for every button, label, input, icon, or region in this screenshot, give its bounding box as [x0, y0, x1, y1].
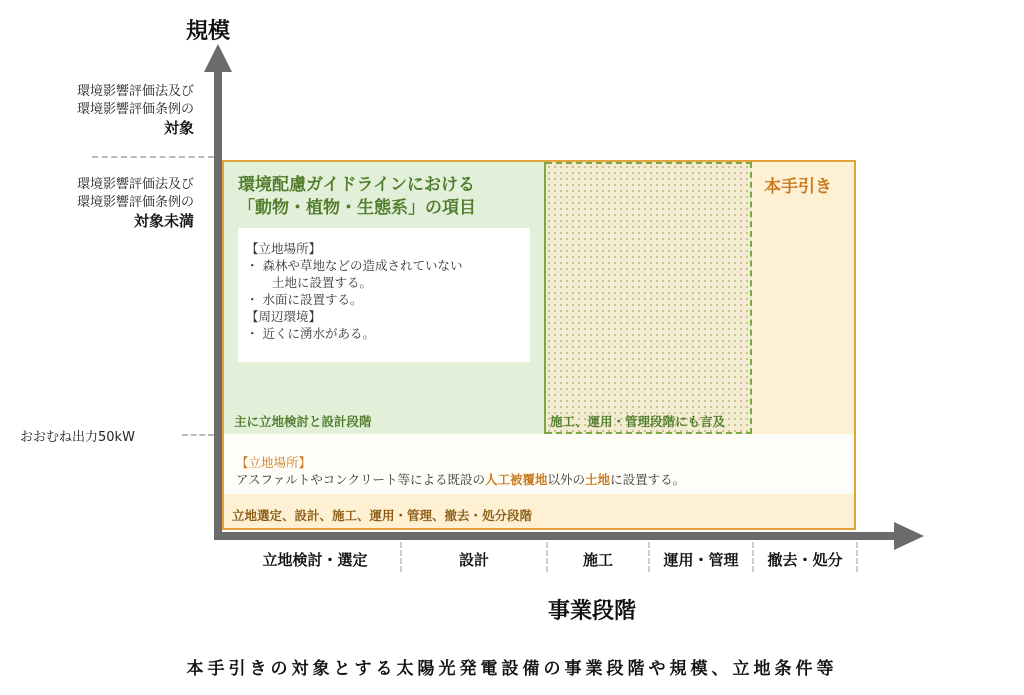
- stage-design: 設計: [458, 551, 489, 569]
- y-label-lower-line2: 環境影響評価条例の: [76, 195, 194, 210]
- stage-divider: [856, 542, 858, 572]
- list-item-cont: 土地に設置する。: [272, 275, 373, 290]
- strip-mid: 以外の: [547, 472, 586, 487]
- x-axis-arrow-icon: [894, 522, 924, 550]
- guideline-footer: 主に立地検討と設計段階: [234, 414, 372, 429]
- y-axis-arrow-icon: [204, 44, 232, 72]
- y-label-upper: [77, 83, 194, 137]
- stage-decommission: 撤去・処分: [767, 551, 843, 569]
- strip-heading: 【立地場所】: [236, 455, 312, 470]
- stage-operation: 運用・管理: [663, 551, 739, 569]
- strip-bold1: 人工被覆地: [485, 472, 548, 487]
- y-label-upper-bold: 対象: [163, 119, 194, 137]
- x-axis: [214, 532, 898, 540]
- strip-bold2: 土地: [585, 472, 611, 487]
- dotted-footer: 施工、運用・管理段階にも言及: [550, 414, 726, 429]
- threshold-line: [182, 434, 214, 436]
- guideline-title-line2: 「動物・植物・生態系」の項目: [238, 198, 476, 218]
- list-item: ・ 水面に設置する。: [246, 292, 363, 307]
- y-label-lower-line1: 環境影響評価法及び: [76, 177, 194, 192]
- guide-footer: 立地選定、設計、施工、運用・管理、撤去・処分段階: [232, 508, 533, 523]
- location-condition-text: [236, 454, 685, 488]
- list-item: ・ 森林や草地などの造成されていない: [246, 258, 463, 273]
- strip-pre: アスファルトやコンクリート等による既設の: [236, 472, 486, 487]
- surroundings-heading: 【周辺環境】: [246, 309, 322, 324]
- strip-sentence: [236, 471, 685, 488]
- figure-caption: 本手引きの対象とする太陽光発電設備の事業段階や規模、立地条件等: [186, 659, 838, 679]
- y-label-upper-line1: 環境影響評価法及び: [76, 84, 194, 99]
- list-item: ・ 近くに湧水がある。: [246, 326, 375, 341]
- y-label-lower-bold: 対象未満: [133, 212, 194, 230]
- guideline-item-list: [246, 240, 462, 342]
- stage-siting: 立地検討・選定: [262, 551, 368, 569]
- guide-title: 本手引き: [764, 177, 832, 197]
- stage-construction: 施工: [582, 551, 613, 569]
- upper-threshold-line: [92, 156, 214, 158]
- guideline-title: [238, 174, 476, 220]
- y-axis-title: 規模: [186, 19, 231, 44]
- location-heading: 【立地場所】: [246, 241, 322, 256]
- strip-post: に設置する。: [610, 472, 686, 487]
- y-label-lower: [77, 176, 194, 230]
- y-axis: [214, 70, 222, 540]
- construction-operation-region: [546, 162, 752, 434]
- threshold-label: おおむね出力50kW: [20, 430, 135, 445]
- y-label-upper-line2: 環境影響評価条例の: [76, 102, 194, 117]
- guideline-title-line1: 環境配慮ガイドラインにおける: [238, 175, 475, 195]
- x-axis-title: 事業段階: [548, 599, 637, 624]
